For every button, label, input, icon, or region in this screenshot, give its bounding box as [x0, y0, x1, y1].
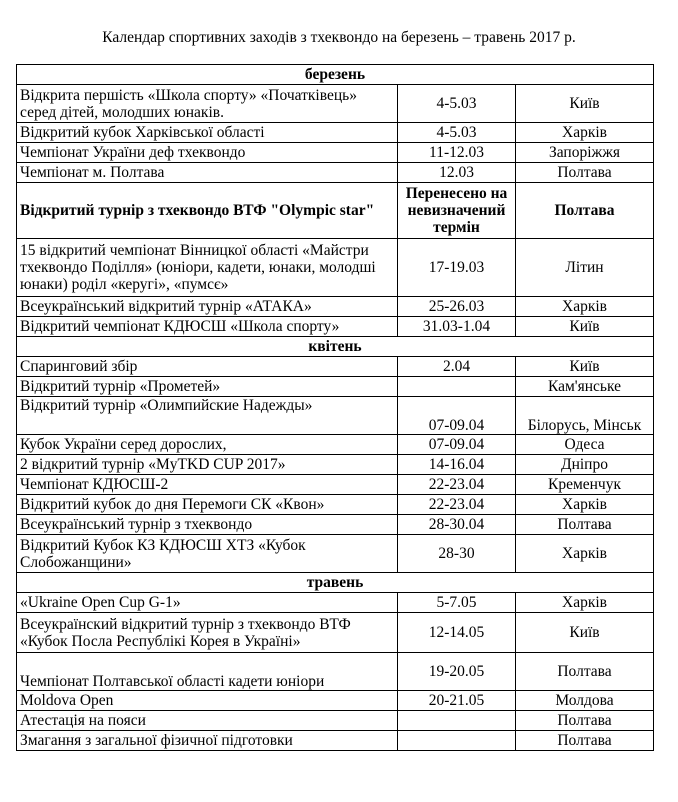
- event-cell: Змагання з загальної фізичної підготовки: [17, 731, 398, 751]
- date-cell: 2.04: [398, 357, 516, 377]
- date-cell: 4-5.03: [398, 123, 516, 143]
- city-cell: Молдова: [516, 691, 654, 711]
- city-cell: Кам'янське: [516, 377, 654, 397]
- city-cell: Дніпро: [516, 455, 654, 475]
- date-cell: 20-21.05: [398, 691, 516, 711]
- event-cell: Спаринговий збір: [17, 357, 398, 377]
- city-cell: Харків: [516, 495, 654, 515]
- date-cell: 22-23.04: [398, 475, 516, 495]
- table-row: [17, 239, 654, 297]
- table-row: [17, 495, 654, 515]
- month-header: квітень: [17, 337, 654, 357]
- table-row: [17, 297, 654, 317]
- city-cell: Лiтин: [516, 239, 654, 297]
- city-cell: Білорусь, Мінськ: [516, 397, 654, 435]
- date-cell: 07-09.04: [398, 435, 516, 455]
- city-cell: Полтава: [516, 183, 654, 239]
- event-cell: Відкритий кубок до дня Перемоги СК «Квон»: [17, 495, 398, 515]
- date-cell: 28-30.04: [398, 515, 516, 535]
- table-row: [17, 711, 654, 731]
- city-cell: Полтава: [516, 711, 654, 731]
- table-row: [17, 535, 654, 573]
- event-cell: Всеукраїнский відкритий турнір з тхеквондо ВТФ «Кубок Посла Республікі Корея в Україні»: [17, 613, 398, 653]
- event-cell: «Ukraine Open Cup G-1»: [17, 593, 398, 613]
- city-cell: Харків: [516, 535, 654, 573]
- event-cell: Чемпіонат КДЮСШ-2: [17, 475, 398, 495]
- date-cell: 19-20.05: [398, 653, 516, 691]
- date-cell: 4-5.03: [398, 85, 516, 123]
- city-cell: Київ: [516, 613, 654, 653]
- date-cell: 07-09.04: [398, 397, 516, 435]
- city-cell: Кременчук: [516, 475, 654, 495]
- event-cell: Кубок України серед дорослих,: [17, 435, 398, 455]
- date-cell: 12.03: [398, 163, 516, 183]
- date-cell: [398, 731, 516, 751]
- events-table-body: [17, 65, 654, 751]
- date-cell: 31.03-1.04: [398, 317, 516, 337]
- table-row: [17, 593, 654, 613]
- city-cell: Київ: [516, 317, 654, 337]
- table-row: [17, 475, 654, 495]
- event-cell: Відкритий турнір з тхеквондо ВТФ "Olympic star": [17, 183, 398, 239]
- date-cell: 22-23.04: [398, 495, 516, 515]
- date-cell: 28-30: [398, 535, 516, 573]
- event-cell: Moldova Open: [17, 691, 398, 711]
- event-cell: Відкритий турнір «Олимпийские Надежды»: [17, 397, 398, 435]
- event-cell: Атестація на пояси: [17, 711, 398, 731]
- date-cell: [398, 377, 516, 397]
- page-title: Календар спортивних заходів з тхеквондо на березень – травень 2017 р.: [102, 29, 576, 46]
- city-cell: Київ: [516, 85, 654, 123]
- events-table: [16, 64, 654, 751]
- table-row: [17, 653, 654, 691]
- table-row: [17, 123, 654, 143]
- table-row: [17, 163, 654, 183]
- event-cell: Чемпіонат м. Полтава: [17, 163, 398, 183]
- month-header: березень: [17, 65, 654, 85]
- date-cell: Перенесено на невизначений термін: [398, 183, 516, 239]
- table-row: [17, 455, 654, 475]
- date-cell: 11-12.03: [398, 143, 516, 163]
- date-cell: 12-14.05: [398, 613, 516, 653]
- city-cell: Харків: [516, 123, 654, 143]
- table-row: [17, 85, 654, 123]
- table-row: [17, 183, 654, 239]
- city-cell: Полтава: [516, 163, 654, 183]
- event-cell: Чемпіонат України деф тхеквондо: [17, 143, 398, 163]
- city-cell: Полтава: [516, 515, 654, 535]
- event-cell: Чемпіонат Полтавської області кадети юніори: [17, 653, 398, 691]
- table-row: [17, 143, 654, 163]
- date-cell: 5-7.05: [398, 593, 516, 613]
- date-cell: 17-19.03: [398, 239, 516, 297]
- event-cell: Відкритий турнір «Прометей»: [17, 377, 398, 397]
- date-cell: 14-16.04: [398, 455, 516, 475]
- event-cell: 2 відкритий турнір «MyTKD CUP 2017»: [17, 455, 398, 475]
- city-cell: Київ: [516, 357, 654, 377]
- month-header-row: [17, 573, 654, 593]
- table-row: [17, 515, 654, 535]
- event-cell: Відкритий Кубок КЗ КДЮСШ ХТЗ «Кубок Слобожанщини»: [17, 535, 398, 573]
- event-cell: Всеукраїнський відкритий турнір «АТАКА»: [17, 297, 398, 317]
- event-cell: Всеукраїнський турнір з тхеквондо: [17, 515, 398, 535]
- table-row: [17, 357, 654, 377]
- city-cell: Харків: [516, 297, 654, 317]
- table-row: [17, 397, 654, 435]
- month-header-row: [17, 65, 654, 85]
- city-cell: Запоріжжя: [516, 143, 654, 163]
- table-row: [17, 435, 654, 455]
- table-row: [17, 377, 654, 397]
- table-row: [17, 691, 654, 711]
- table-row: [17, 613, 654, 653]
- month-header-row: [17, 337, 654, 357]
- city-cell: Одеса: [516, 435, 654, 455]
- date-cell: [398, 711, 516, 731]
- month-header: травень: [17, 573, 654, 593]
- city-cell: Полтава: [516, 653, 654, 691]
- table-row: [17, 317, 654, 337]
- city-cell: Харків: [516, 593, 654, 613]
- event-cell: 15 відкритий чемпіонат Вінницкої області «Майстри тхеквондо Поділля» (юніори, кадети, юнаки, молодші юнаки) роділ «керугі», «пумсє»: [17, 239, 398, 297]
- city-cell: Полтава: [516, 731, 654, 751]
- event-cell: Відкритий кубок Харківської області: [17, 123, 398, 143]
- event-cell: Відкритий чемпіонат КДЮСШ «Школа спорту»: [17, 317, 398, 337]
- table-row: [17, 731, 654, 751]
- date-cell: 25-26.03: [398, 297, 516, 317]
- event-cell: Відкрита першість «Школа спорту» «Початківець» серед дітей, молодших юнаків.: [17, 85, 398, 123]
